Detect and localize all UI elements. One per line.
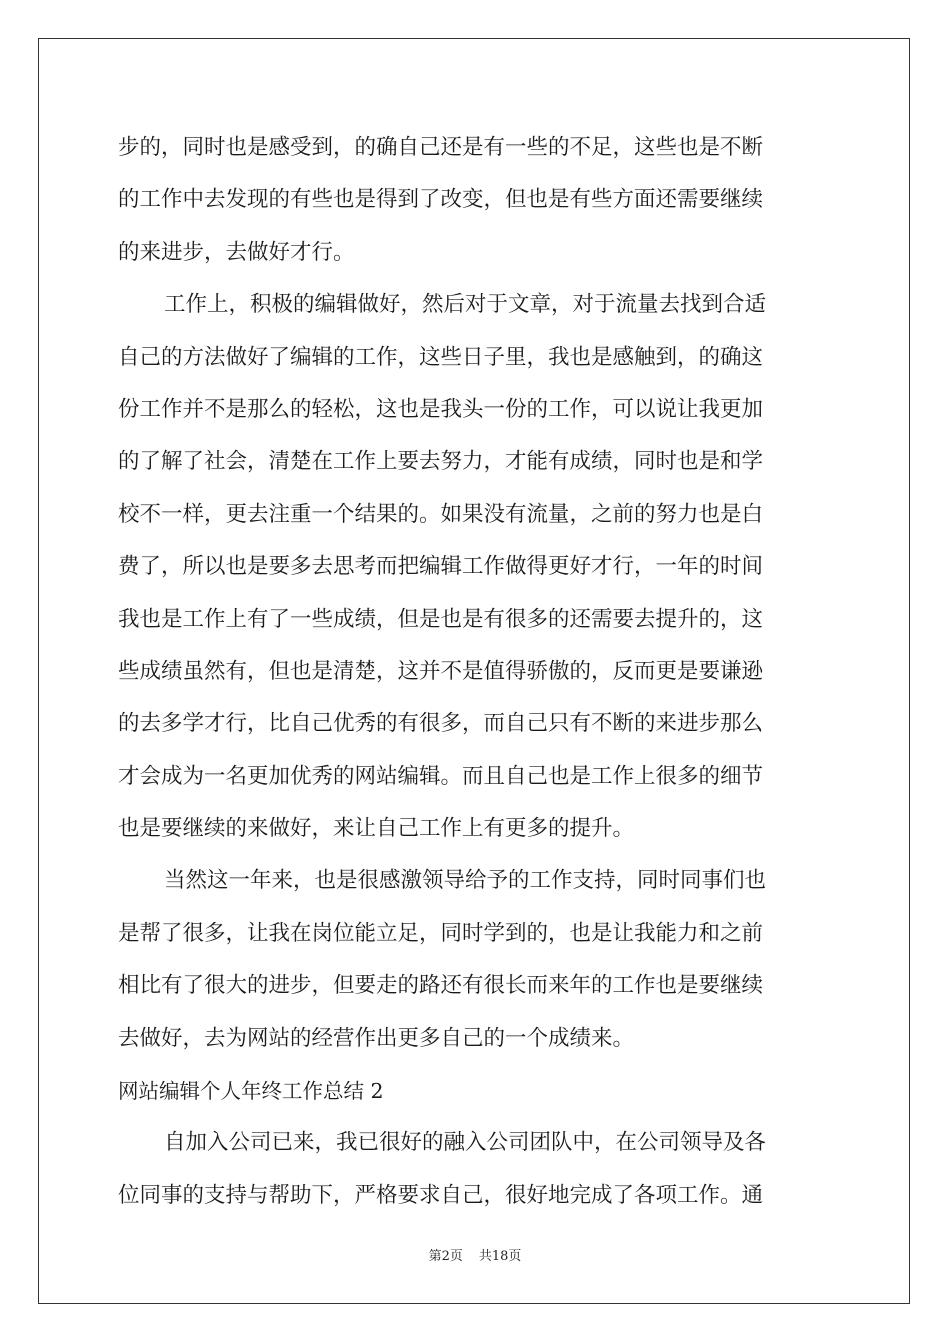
text-line: 位同事的支持与帮助下，严格要求自己，很好地完成了各项工作。通 bbox=[118, 1182, 764, 1208]
text-line: 的工作中去发现的有些也是得到了改变，但也是有些方面还需要继续 bbox=[118, 187, 764, 213]
text-line: 也是要继续的来做好，来让自己工作上有更多的提升。 bbox=[118, 816, 635, 842]
page-total: 共18页 bbox=[478, 1249, 522, 1264]
text-line: 相比有了很大的进步，但要走的路还有很长而来年的工作也是要继续 bbox=[118, 973, 764, 999]
paragraph-start-line: 工作上，积极的编辑做好，然后对于文章，对于流量去找到合适 bbox=[164, 292, 767, 318]
text-line: 些成绩虽然有，但也是清楚，这并不是值得骄傲的，反而更是要谦逊 bbox=[118, 658, 764, 684]
paragraph-start-line: 自加入公司已来，我已很好的融入公司团队中，在公司领导及各 bbox=[164, 1130, 767, 1156]
text-line: 校不一样，更去注重一个结果的。如果没有流量，之前的努力也是白 bbox=[118, 501, 764, 527]
paragraph-start-line: 当然这一年来，也是很感激领导给予的工作支持，同时同事们也 bbox=[164, 868, 767, 894]
text-line: 才会成为一名更加优秀的网站编辑。而且自己也是工作上很多的细节 bbox=[118, 763, 764, 789]
document-body bbox=[118, 122, 834, 1222]
text-line: 是帮了很多，让我在岗位能立足，同时学到的，也是让我能力和之前 bbox=[118, 920, 764, 946]
text-line: 我也是工作上有了一些成绩，但是也是有很多的还需要去提升的，这 bbox=[118, 606, 764, 632]
text-line: 自己的方法做好了编辑的工作，这些日子里，我也是感触到，的确这 bbox=[118, 344, 764, 370]
text-line: 的了解了社会，清楚在工作上要去努力，才能有成绩，同时也是和学 bbox=[118, 449, 764, 475]
text-line: 份工作并不是那么的轻松，这也是我头一份的工作，可以说让我更加 bbox=[118, 396, 764, 422]
text-line: 去做好，去为网站的经营作出更多自己的一个成绩来。 bbox=[118, 1025, 635, 1051]
text-line: 费了，所以也是要多去思考而把编辑工作做得更好才行，一年的时间 bbox=[118, 554, 764, 580]
text-line: 的去多学才行，比自己优秀的有很多，而自己只有不断的来进步那么 bbox=[118, 711, 764, 737]
text-line: 步的，同时也是感受到，的确自己还是有一些的不足，这些也是不断 bbox=[118, 135, 764, 160]
section-heading: 网站编辑个人年终工作总结 2 bbox=[118, 1079, 384, 1104]
text-line: 的来进步，去做好才行。 bbox=[118, 239, 355, 265]
page-number: 第2页 bbox=[428, 1249, 463, 1264]
page-footer bbox=[0, 1245, 950, 1264]
